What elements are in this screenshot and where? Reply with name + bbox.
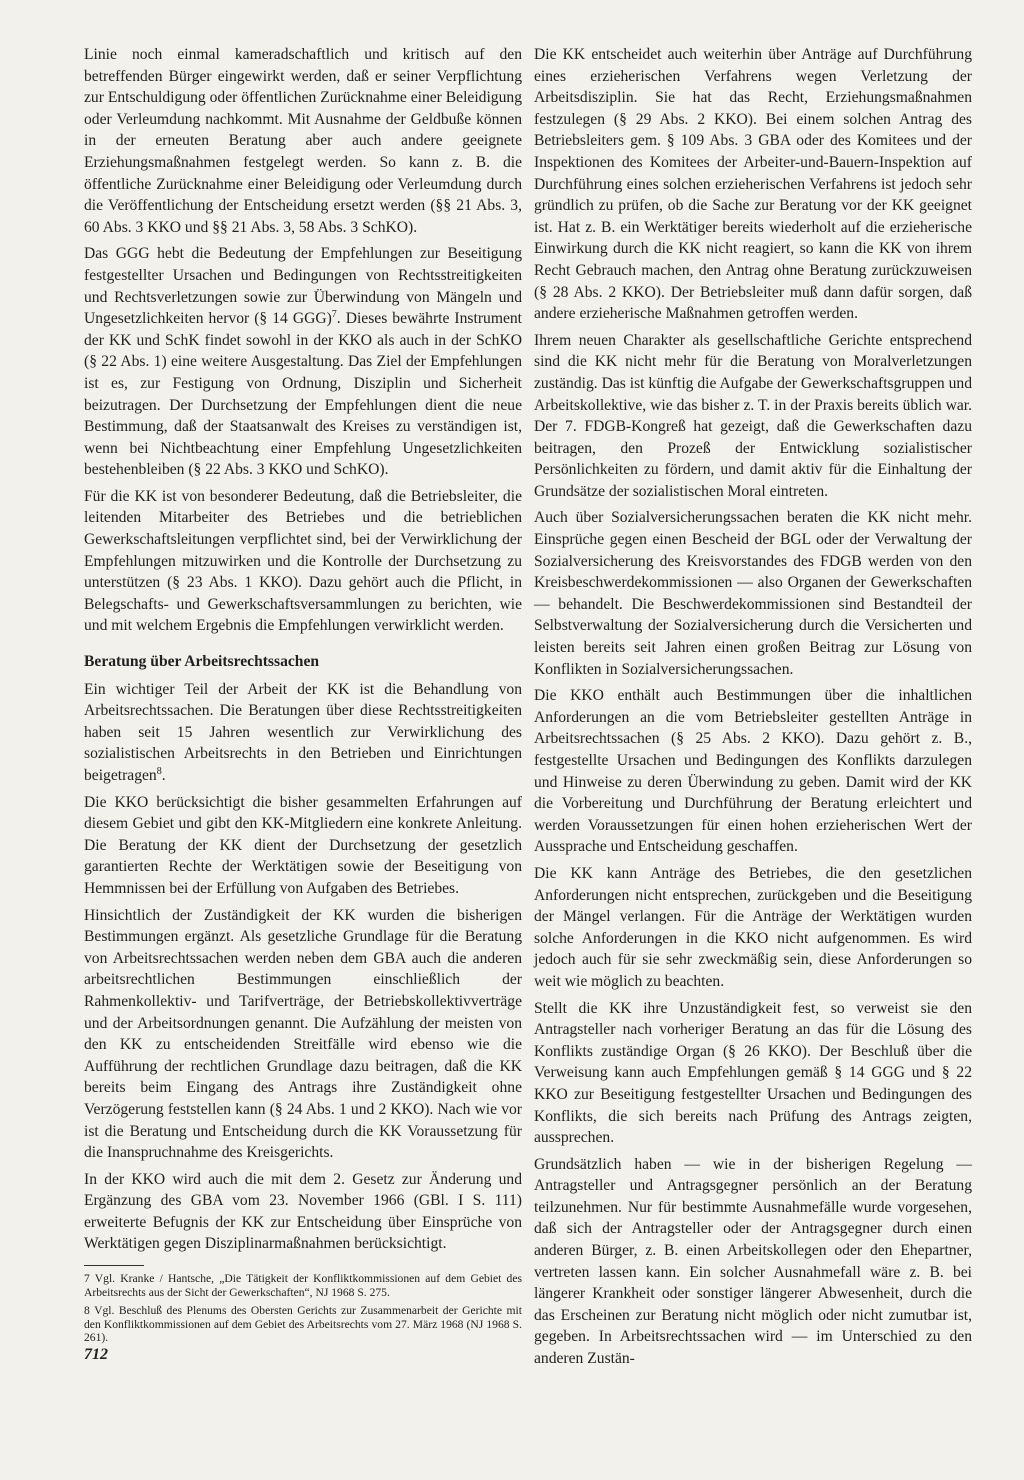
- paragraph: Ihrem neuen Charakter als gesellschaftliche Gerichte entsprechend sind die KK nicht mehr für die Beratung von Moralverletzungen zuständig. Das ist künftig die Aufgabe der Gewerkschaftsgruppen und Arbeitskollektive, wie das bisher z. T. in der Praxis bereits üblich war. Der 7. FDGB-Kongreß hat gezeigt, daß die Gewerkschaften dazu beitragen, den Prozeß der Entwicklung sozialistischer Persönlichkeiten zu fördern, und damit aktiv für die Einhaltung der Grundsätze der sozialistischen Moral eintreten.: [534, 331, 972, 500]
- paragraph: Grundsätzlich haben — wie in der bisherigen Regelung — Antragsteller und Antragsgegner persönlich an der Beratung teilzunehmen. Nur für bestimmte Ausnahmefälle wurde vorgesehen, daß sich der Antragsteller oder der Antragsgegner durch einen anderen Bürger, z. B. einen Arbeitskollegen oder den Ehepartner, vertreten lassen kann. Ein solcher Ausnahmefall wäre z. B. bei längerer Krankheit oder sonstiger längerer Abwesenheit, durch die das Erscheinen zur Beratung nicht möglich oder nicht zumutbar ist, gegeben. In Arbeitsrechtssachen wird — im Unterschied zu den anderen Zustän-: [534, 1155, 972, 1368]
- paragraph: Die KK entscheidet auch weiterhin über Anträge auf Durchführung eines erzieherischen Verfahrens wegen Verletzung der Arbeitsdisziplin. Sie hat das Recht, Erziehungsmaßnahmen festzulegen (§ 29 Abs. 2 KKO). Bei einem solchen Antrag des Betriebsleiters gem. § 109 Abs. 3 GBA oder des Komitees und der Inspektionen des Komitees der Arbeiter-und-Bauern-Inspektion auf Durchführung eines solchen erzieherischen Verfahrens ist jedoch sehr gründlich zu prüfen, ob die Sache zur Beratung vor der KK geeignet ist. Hat z. B. ein Werktätiger bereits wiederholt auf die erzieherische Einwirkung durch die KK nicht reagiert, so kann die KK von ihrem Recht Gebrauch machen, den Antrag ohne Beratung zurückzuweisen (§ 28 Abs. 2 KKO). Der Betriebsleiter muß dann dafür sorgen, daß andere erzieherische Maßnahmen getroffen werden.: [534, 46, 972, 323]
- paragraph: Linie noch einmal kameradschaftlich und kritisch auf den betreffenden Bürger eingewirkt werden, daß er seiner Verpflichtung zur Entschuldigung oder öffentlichen Zurücknahme einer Beleidigung oder Verleumdung nachkommt. Mit Ausnahme der Geldbuße können in der erneuten Beratung aber auch andere geeignete Erziehungsmaßnahmen festgelegt werden. So kann z. B. die öffentliche Zurücknahme einer Beleidigung oder Verleumdung durch die Veröffentlichung der Entscheidung ersetzt werden (§§ 21 Abs. 3, 60 Abs. 3 KKO und §§ 21 Abs. 3, 58 Abs. 3 SchKO).: [84, 46, 522, 236]
- paragraph: Hinsichtlich der Zuständigkeit der KK wurden die bisherigen Bestimmungen ergänzt. Als gesetzliche Grundlage für die Beratung von Arbeitsrechtssachen werden neben dem GBA auch die anderen arbeitsrechtlichen Bestimmungen einschließlich der Rahmenkollektiv- und Tarifverträge, der Betriebskollektivverträge und der Arbeitsordnungen genannt. Die Aufzählung der meisten von den KK zu entscheidenden Streitfälle wird ebenso wie die Aufführung der rechtlichen Grundlage dazu beitragen, daß die KK bereits beim Eingang des Antrags ihre Zuständigkeit ohne Verzögerung feststellen kann (§ 24 Abs. 1 und 2 KKO). Nach wie vor ist die Beratung und Entscheidung durch die KK Voraussetzung für die Inanspruchnahme des Kreisgerichts.: [84, 906, 522, 1162]
- footnote: 8 Vgl. Beschluß des Plenums des Obersten Gerichts zur Zusammenarbeit der Gerichte mit den Konfliktkommissionen auf dem Gebiet des Arbeitsrechts vom 27. März 1968 (NJ 1968 S. 261).: [84, 1304, 522, 1345]
- right-column: [534, 44, 972, 1375]
- footnote-ref: 8: [156, 765, 162, 777]
- footnote-divider: [84, 1265, 144, 1266]
- paragraph: Die KK kann Anträge des Betriebes, die den gesetzlichen Anforderungen nicht entsprechen, zurückgeben und die Beseitigung der Mängel verlangen. Für die Anträge der Werktätigen wurden solche Anforderungen in die KKO nicht aufgenommen. Es wird jedoch auch für sie sehr zweckmäßig sein, diese Anforderungen so weit wie möglich zu beachten.: [534, 864, 972, 990]
- paragraph: Für die KK ist von besonderer Bedeutung, daß die Betriebsleiter, die leitenden Mitarbeiter des Betriebes und die betrieblichen Gewerkschaftsleitungen verpflichtet sind, bei der Verwirklichung der Empfehlungen mitzuwirken und die Kontrolle der Durchsetzung zu unterstützen (§ 23 Abs. 1 KKO). Dazu gehört auch die Pflicht, in Belegschafts- und Gewerkschaftsversammlungen zu berichten, wie und mit welchem Ergebnis die Empfehlungen verwirklicht werden.: [84, 487, 522, 635]
- footnote-ref: 7: [331, 308, 337, 320]
- paragraph: [84, 243, 522, 481]
- section-heading: Beratung über Arbeitsrechtssachen: [84, 653, 320, 671]
- paragraph-text: Das GGG hebt die Bedeutung der Empfehlungen zur Beseitigung festgestellter Ursachen und Bedingungen von Rechtsstreitigkeiten und Rechtsverletzungen sowie zur Überwindung von Mängeln und Ungesetzlichkeiten hervor (§ 14 GGG): [84, 245, 522, 328]
- paragraph: Die KKO berücksichtigt die bisher gesammelten Erfahrungen auf diesem Gebiet und gibt den KK-Mitgliedern eine konkrete Anleitung. Die Beratung der KK dient der Durchsetzung der gesetzlich garantierten Rechte der Werktätigen sowie der Beseitigung von Hemmnissen bei der Erfüllung von Aufgaben des Betriebes.: [84, 793, 522, 897]
- paragraph-text: . Dieses bewährte Instrument der KK und SchK findet sowohl in der KKO als auch in der SchKO (§ 22 Abs. 1) eine weitere Ausgestaltung. Das Ziel der Empfehlungen ist es, zur Festigung von Ordnung, Disziplin und Sicherheit beizutragen. Der Durchsetzung der Empfehlungen dient die neue Bestimmung, daß der Staatsanwalt des Kreises zu verständigen ist, wenn bei Nichtbeachtung einer Empfehlung Ungesetzlichkeiten bestehenbleiben (§ 22 Abs. 3 KKO und SchKO).: [84, 310, 522, 479]
- page-number: 712: [84, 1346, 108, 1363]
- paragraph: Die KKO enthält auch Bestimmungen über die inhaltlichen Anforderungen an die vom Betriebsleiter gestellten Anträge in Arbeitsrechtssachen (§ 25 Abs. 2 KKO). Dazu gehört z. B., festgestellte Ursachen und Bedingungen des Konflikts darzulegen und Hinweise zu deren Überwindung zu geben. Damit wird der KK die Vorbereitung und Durchführung der Beratung erleichtert und werden Voraussetzungen für einen hohen erzieherischen Wert der Aussprache und Entscheidung geschaffen.: [534, 687, 972, 856]
- footnote: 7 Vgl. Kranke / Hantsche, „Die Tätigkeit der Konfliktkommissionen auf dem Gebiet des Arbeitsrechts aus der Sicht der Gewerkschaften“, NJ 1968 S. 275.: [84, 1272, 522, 1299]
- paragraph: Auch über Sozialversicherungssachen beraten die KK nicht mehr. Einsprüche gegen einen Bescheid der BGL oder der Verwaltung der Sozialversicherung des Kreisvorstandes des FDGB werden von den Kreisbeschwerdekommissionen — also Organen der Gewerkschaften — behandelt. Die Beschwerdekommissionen sind Bestandteil der Selbstverwaltung der Sozialversicherung durch die Versicherten und leisten bereits seit Jahren einen großen Beitrag zur Lösung von Konflikten in Sozialversicherungssachen.: [534, 509, 972, 678]
- paragraph-text: Ein wichtiger Teil der Arbeit der KK ist die Behandlung von Arbeitsrechtssachen. Die Beratungen über diese Rechtsstreitigkeiten haben seit 15 Jahren wesentlich zur Verwirklichung des sozialistischen Arbeitsrechts in den Betrieben und Einrichtungen beigetragen: [84, 680, 522, 784]
- paragraph: In der KKO wird auch die mit dem 2. Gesetz zur Änderung und Ergänzung des GBA vom 23. November 1966 (GBl. I S. 111) erweiterte Befugnis der KK zur Entscheidung über Einsprüche von Werktätigen gegen Disziplinarmaßnahmen berücksichtigt.: [84, 1170, 522, 1253]
- paragraph: Ein wichtiger Teil der Arbeit der KK ist die Behandlung von Arbeitsrechtssachen. Die Beratungen über diese Rechtsstreitigkeiten haben seit 15 Jahren wesentlich zur Verwirklichung des sozialistischen Arbeitsrechts in den Betrieben und Einrichtungen beigetragen$^8$.: [84, 680, 522, 784]
- paragraph: Stellt die KK ihre Unzuständigkeit fest, so verweist sie den Antragsteller nach vorheriger Beratung an das für die Lösung des Konflikts zuständige Organ (§ 26 KKO). Der Beschluß über die Verweisung kann auch Empfehlungen gemäß § 14 GGG und § 22 KKO zur Beseitigung festgestellter Ursachen und Bedingungen des Konflikts, die sich bereits nach Prüfung des Antrags zeigten, aussprechen.: [534, 999, 972, 1147]
- left-column: [84, 44, 522, 1350]
